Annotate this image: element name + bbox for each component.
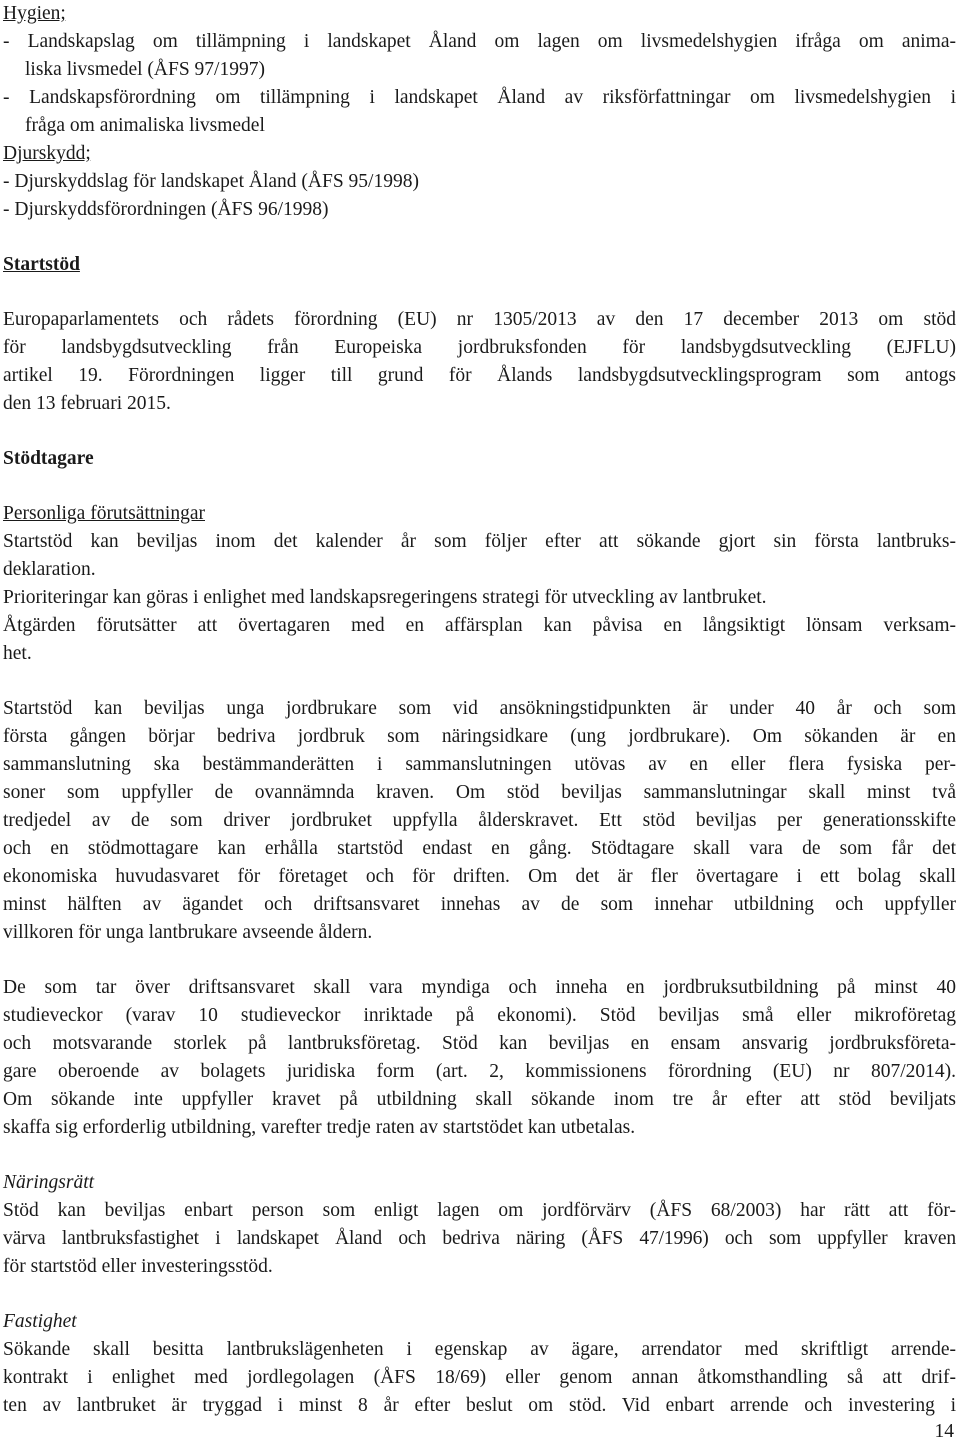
stodtagare-p3-line: Om sökande inte uppfyller kravet på utbildning skall sökande inom tre år efter att stöd beviljats [3,1089,956,1110]
startstod-line: artikel 19. Förordningen ligger till grund för Ålands landsbygdsutvecklingsprogram som antogs [3,365,956,386]
stodtagare-p1-line: Startstöd kan beviljas inom det kalender år som följer efter att sökande gjort sin första lantbruks- [3,531,956,552]
stodtagare-p2-line: Startstöd kan beviljas unga jordbrukare som vid ansökningstidpunkten är under 40 år och som [3,698,956,719]
stodtagare-p2-line: villkoren för unga lantbrukare avseende åldern. [3,922,373,943]
hygien-item-1-line-2: liska livsmedel (ÅFS 97/1997) [25,59,265,80]
personliga-forutsattningar-subheading: Personliga förutsättningar [3,503,205,524]
stodtagare-paragraph-3 [3,974,956,1142]
djurskydd-item-1: - Djurskyddslag för landskapet Åland (ÅFS 95/1998) [3,171,419,192]
naringsratt-paragraph [3,1197,956,1281]
stodtagare-p1-line: Åtgärden förutsätter att övertagaren med en affärsplan kan påvisa en långsiktigt lönsam verksam- [3,615,956,636]
stodtagare-p2-line: minst hälften av ägandet och driftsansvaret innehas av de som innehar utbildning och uppfyller [3,894,956,915]
stodtagare-p3-line: och motsvarande storlek på lantbruksföretag. Stöd kan beviljas en ensam ansvarig jordbruksföreta- [3,1033,956,1054]
stodtagare-p3-line: De som tar över driftsansvaret skall vara myndiga och inneha en jordbruksutbildning på minst 40 [3,977,956,998]
startstod-heading: Startstöd [3,254,80,275]
fastighet-line: kontrakt i enlighet med jordlegolagen (ÅFS 18/69) eller genom annan åtkomsthandling så att drif- [3,1367,956,1388]
stodtagare-p2-line: soner som uppfyller de ovannämnda kraven. Om stöd beviljas sammanslutningar skall minst två [3,782,956,803]
stodtagare-paragraph-2 [3,695,956,947]
hygien-heading: Hygien; [3,3,66,24]
naringsratt-line: för startstöd eller investeringsstöd. [3,1256,273,1277]
djurskydd-item-2: - Djurskyddsförordningen (ÅFS 96/1998) [3,199,329,220]
fastighet-line: Sökande skall besitta lantbrukslägenheten i egenskap av ägare, arrendator med skriftligt arrende- [3,1339,956,1360]
stodtagare-p2-line: första gången börjar bedriva jordbruk som näringsidkare (ung jordbrukare). Om sökanden är en [3,726,956,747]
stodtagare-p2-line: ekonomiska huvudasvaret för företaget och för driften. Om det är fler övertagare i ett bolag skall [3,866,956,887]
djurskydd-heading: Djurskydd; [3,143,91,164]
stodtagare-p1-line: deklaration. [3,559,96,580]
stodtagare-paragraph-1 [3,528,956,668]
hygien-item-1-line-1: - Landskapslag om tillämpning i landskapet Åland om lagen om livsmedelshygien ifråga om anima- [3,31,956,52]
naringsratt-heading: Näringsrätt [3,1172,95,1193]
stodtagare-p3-line: skaffa sig erforderlig utbildning, varefter tredje raten av startstödet kan utbetalas. [3,1117,636,1138]
stodtagare-p2-line: sammanslutning ska bestämmanderätten i sammanslutningen utövas av en eller flera fysiska per- [3,754,956,775]
stodtagare-p3-line: gare oberoende av bolagets juridiska form (art. 2, kommissionens förordning (EU) nr 807/2014). [3,1061,956,1082]
hygien-item-2-line-1: - Landskapsförordning om tillämpning i landskapet Åland av riksförfattningar om livsmedelshygien i [3,87,956,108]
hygien-item-2-line-2: fråga om animaliska livsmedel [25,115,265,136]
page-number: 14 [934,1421,954,1442]
document-page [3,0,956,1420]
stodtagare-p3-line: studieveckor (varav 10 studieveckor inriktade på ekonomi). Stöd beviljas små eller mikroföretag [3,1005,956,1026]
fastighet-paragraph [3,1336,956,1420]
startstod-paragraph [3,306,956,418]
fastighet-line: ten av lantbruket är tryggad i minst 8 år efter beslut om stöd. Vid enbart arrende och investering i [3,1395,956,1416]
startstod-line: den 13 februari 2015. [3,393,171,414]
naringsratt-line: Stöd kan beviljas enbart person som enligt lagen om jordförvärv (ÅFS 68/2003) har rätt att för- [3,1200,956,1221]
stodtagare-p1-line: Prioriteringar kan göras i enlighet med landskapsregeringens strategi för utveckling av lantbruket. [3,587,767,608]
stodtagare-heading: Stödtagare [3,448,94,469]
startstod-line: för landsbygdsutveckling från Europeiska jordbruksfonden för landsbygdsutveckling (EJFLU) [3,337,956,358]
fastighet-heading: Fastighet [3,1311,77,1332]
stodtagare-p1-line: het. [3,643,32,664]
stodtagare-p2-line: tredjedel av de som driver jordbruket uppfylla ålderskravet. Ett stöd beviljas per generationsskifte [3,810,956,831]
startstod-line: Europaparlamentets och rådets förordning (EU) nr 1305/2013 av den 17 december 2013 om stöd [3,309,956,330]
stodtagare-p2-line: och en stödmottagare kan erhålla startstöd endast en gång. Stödtagare skall vara de som får det [3,838,956,859]
naringsratt-line: värva lantbruksfastighet i landskapet Åland och bedriva näring (ÅFS 47/1996) och som uppfyller kraven [3,1228,956,1249]
